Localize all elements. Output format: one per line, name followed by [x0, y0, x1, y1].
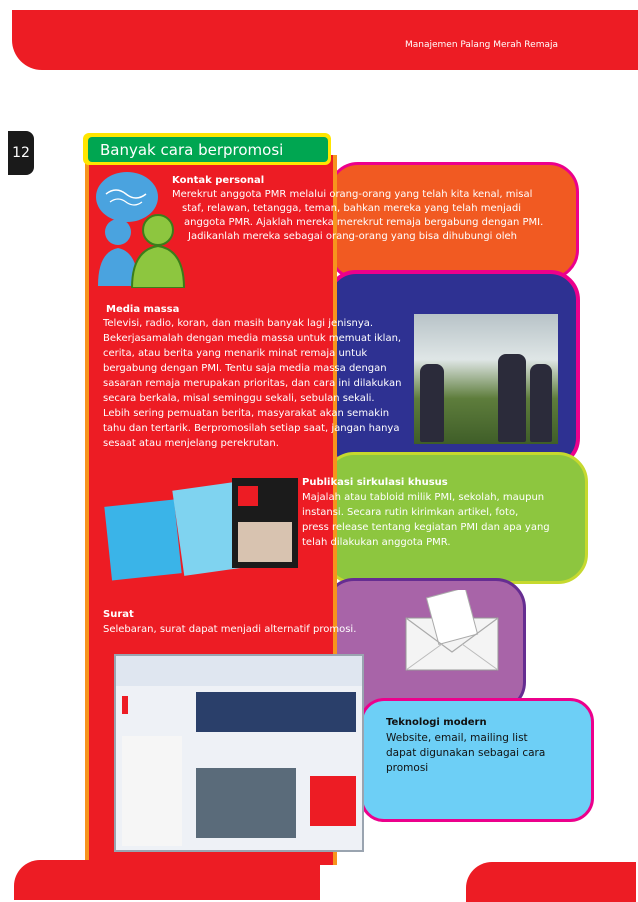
- media-line-8: tahu dan tertarik. Berpromosilah setiap saat, jangan hanya: [103, 423, 400, 434]
- content-photo: [196, 768, 296, 838]
- publikasi-heading: Publikasi sirkulasi khusus: [302, 477, 448, 488]
- surat-text: Selebaran, surat dapat menjadi alternatif promosi.: [103, 624, 357, 635]
- media-heading: Media massa: [106, 304, 180, 315]
- kontak-line-2: staf, relawan, tetangga, teman, bahkan mereka yang telah menjadi: [182, 203, 521, 214]
- photo-person: [498, 354, 526, 442]
- teknologi-heading: Teknologi modern: [386, 717, 487, 728]
- promo-banner: [310, 776, 356, 826]
- photo-person: [420, 364, 444, 442]
- kontak-line-4: Jadikanlah mereka sebagai orang-orang yang bisa dihubungi oleh: [188, 231, 517, 242]
- logo-icon: [122, 696, 128, 714]
- media-line-7: Lebih sering pemuatan berita, masyarakat akan semakin: [103, 408, 390, 419]
- media-line-2: Bekerjasamalah dengan media massa untuk memuat iklan,: [103, 333, 402, 344]
- teknologi-line-2: dapat digunakan sebagai cara: [386, 747, 546, 759]
- photo-person: [530, 364, 552, 442]
- publikasi-line-3: press release tentang kegiatan PMI dan apa yang: [302, 522, 550, 533]
- banner-image: [196, 692, 356, 732]
- envelope-icon: [402, 590, 502, 674]
- footer-bar: [466, 862, 636, 902]
- kontak-line-3: anggota PMR. Ajaklah mereka merekrut remaja bergabung dengan PMI.: [184, 217, 544, 228]
- kontak-line-1: Merekrut anggota PMR melalui orang-orang yang telah kita kenal, misal: [172, 189, 533, 200]
- magazine-cover: [232, 478, 298, 568]
- publikasi-line-4: telah dilakukan anggota PMR.: [302, 537, 451, 548]
- teknologi-line-1: Website, email, mailing list: [386, 732, 528, 744]
- sidebar-menu: [122, 736, 182, 846]
- surat-heading: Surat: [103, 609, 134, 620]
- people-icon: [96, 214, 188, 288]
- browser-toolbar: [116, 656, 362, 686]
- media-line-4: bergabung dengan PMI. Tentu saja media massa dengan: [103, 363, 387, 374]
- section-title: Banyak cara berpromosi: [88, 137, 328, 162]
- header-title: Manajemen Palang Merah Remaja: [404, 40, 558, 50]
- media-line-1: Televisi, radio, koran, dan masih banyak lagi jenisnya.: [103, 318, 374, 329]
- media-line-5: sasaran remaja merupakan prioritas, dan cara ini dilakukan: [103, 378, 402, 389]
- publikasi-line-1: Majalah atau tabloid milik PMI, sekolah, maupun: [302, 492, 545, 503]
- magazine-cover: [104, 500, 181, 581]
- media-line-3: cerita, atau berita yang menarik minat remaja untuk: [103, 348, 368, 359]
- footer-bar: [14, 860, 320, 900]
- teknologi-line-3: promosi: [386, 762, 429, 774]
- website-screenshot: [114, 654, 364, 852]
- media-photo: [414, 314, 558, 444]
- media-line-9: sesaat atau menjelang perekrutan.: [103, 438, 279, 449]
- kontak-heading: Kontak personal: [172, 175, 265, 186]
- publikasi-line-2: instansi. Secara rutin kirimkan artikel, foto,: [302, 507, 519, 518]
- media-line-6: secara berkala, misal seminggu sekali, sebulan sekali.: [103, 393, 375, 404]
- page-number: 12: [8, 131, 34, 175]
